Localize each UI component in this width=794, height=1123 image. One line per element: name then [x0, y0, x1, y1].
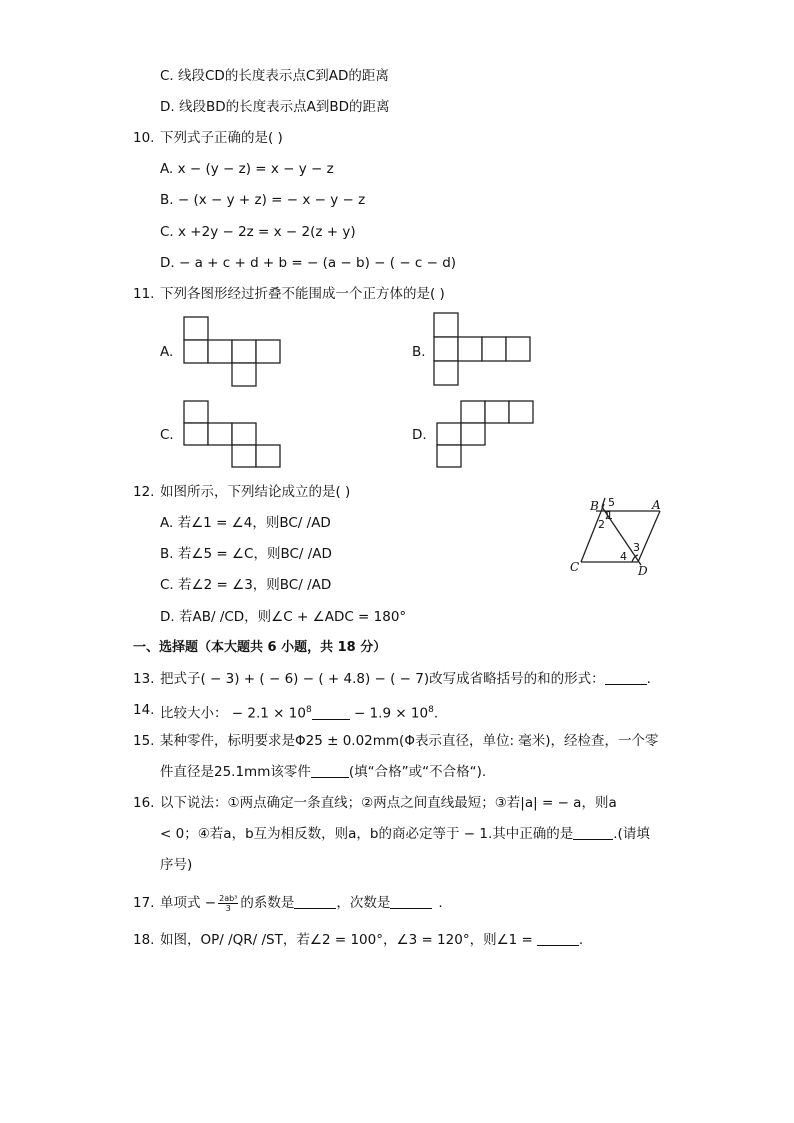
- q16-number: 16.: [133, 795, 155, 811]
- q11-net-b: [434, 313, 534, 385]
- q15-line1: 某种零件，标明要求是Φ25 ± 0.02mm(Φ表示直径，单位: 毫米)，经检查，一个零: [160, 733, 659, 749]
- q17-tail: .: [438, 895, 443, 911]
- q17-answer-blank-1[interactable]: [294, 894, 336, 909]
- q17-frac-den: 3: [225, 903, 231, 913]
- q12-label-a: A: [652, 498, 661, 512]
- q12-figure: [566, 492, 676, 582]
- q17-mid2: ，次数是: [336, 895, 391, 911]
- q12-option-b: B. 若∠5 = ∠C，则BC/ /AD: [160, 546, 332, 562]
- q16-line2-pre: < 0；④若a，b互为相反数，则a，b的商必定等于 − 1.其中正确的是: [160, 826, 574, 842]
- q13-answer-blank[interactable]: [605, 670, 647, 685]
- section-header: 一、选择题（本大题共 6 小题，共 18 分）: [133, 640, 387, 655]
- q11-net-c: [184, 401, 284, 467]
- q17-line: [160, 893, 443, 913]
- q10-stem: 下列式子正确的是( ): [160, 130, 283, 146]
- q14-answer-blank[interactable]: [312, 705, 350, 720]
- q12-stem: 如图所示，下列结论成立的是( ): [160, 484, 351, 500]
- q17-pre: 单项式 −: [160, 895, 217, 911]
- q11-net-d: [437, 401, 537, 467]
- q9-option-d: D. 线段BD的长度表示点A到BD的距离: [160, 99, 390, 115]
- q14-exp2: 8: [428, 705, 434, 715]
- q18-tail: .: [578, 932, 584, 948]
- q11-net-a: [184, 317, 284, 387]
- q14-exp1: 8: [305, 705, 312, 715]
- q17-mid: 的系数是: [240, 895, 295, 911]
- q16-answer-blank[interactable]: [573, 825, 613, 840]
- q13-number: 13.: [133, 671, 155, 687]
- q17-number: 17.: [133, 895, 155, 911]
- q10-number: 10.: [133, 130, 155, 146]
- q12-option-d: D. 若AB/ /CD，则∠C + ∠ADC = 180°: [160, 609, 407, 625]
- q12-number: 12.: [133, 484, 155, 500]
- q11-label-a: A.: [160, 344, 174, 360]
- q10-option-b: B. − (x − y + z) = − x − y − z: [160, 192, 366, 208]
- q10-option-d: D. − a + c + d + b = − (a − b) − ( − c − d): [160, 255, 457, 271]
- q12-angle-5: 5: [608, 496, 615, 509]
- q17-frac-num: 2ab³: [219, 893, 238, 903]
- q12-label-d: D: [638, 564, 648, 578]
- q16-line3: 序号): [160, 857, 193, 873]
- q14-line: [160, 700, 438, 724]
- q16-line2-post: .(请填: [613, 826, 650, 842]
- q12-angle-4: 4: [620, 550, 627, 563]
- q14-tail: .: [433, 705, 439, 722]
- q12-label-b: B: [590, 499, 599, 513]
- q15-line2: [160, 762, 486, 782]
- q15-number: 15.: [133, 733, 155, 749]
- q12-option-c: C. 若∠2 = ∠3，则BC/ /AD: [160, 577, 332, 593]
- q18-line: [160, 930, 583, 950]
- q11-number: 11.: [133, 286, 155, 302]
- q12-option-a: A. 若∠1 = ∠4，则BC/ /AD: [160, 515, 331, 531]
- q11-label-b: B.: [412, 344, 426, 360]
- q14-number: 14.: [133, 702, 155, 718]
- q14-mid: − 1.9 × 10: [349, 705, 429, 722]
- q18-answer-blank[interactable]: [537, 931, 579, 946]
- q15-line2-pre: 件直径是25.1mm该零件: [160, 764, 311, 780]
- q18-number: 18.: [133, 932, 155, 948]
- q11-label-d: D.: [412, 427, 427, 443]
- q10-option-c: C. x +2y − 2z = x − 2(z + y): [160, 224, 356, 240]
- q16-line2: [160, 824, 650, 844]
- q18-pre: 如图，OP/ /QR/ /ST，若∠2 = 100°，∠3 = 120°，则∠1 =: [160, 932, 533, 948]
- q15-answer-blank[interactable]: [311, 763, 349, 778]
- q13-line: [160, 669, 651, 689]
- q12-label-c: C: [570, 560, 580, 574]
- q13-tail: .: [646, 671, 651, 687]
- q11-label-c: C.: [160, 427, 174, 443]
- q12-angle-2: 2: [598, 518, 605, 531]
- q14-pre: 比较大小： − 2.1 × 10: [160, 705, 306, 722]
- q15-line2-post: (填“合格”或“不合格“).: [348, 764, 487, 780]
- q12-angle-3: 3: [633, 541, 640, 554]
- q12-angle-1: 1: [606, 509, 613, 522]
- q16-line1: 以下说法：①两点确定一条直线；②两点之间直线最短；③若|a| = − a，则a: [160, 795, 617, 811]
- q9-option-c: C. 线段CD的长度表示点C到AD的距离: [160, 68, 389, 84]
- q11-stem: 下列各图形经过折叠不能围成一个正方体的是( ): [160, 286, 445, 302]
- q17-fraction: [218, 894, 238, 913]
- q13-text: 把式子( − 3) + ( − 6) − ( + 4.8) − ( − 7)改写成省略括号的和的形式：: [160, 671, 605, 687]
- q10-option-a: A. x − (y − z) = x − y − z: [160, 161, 334, 177]
- q17-answer-blank-2[interactable]: [390, 894, 432, 909]
